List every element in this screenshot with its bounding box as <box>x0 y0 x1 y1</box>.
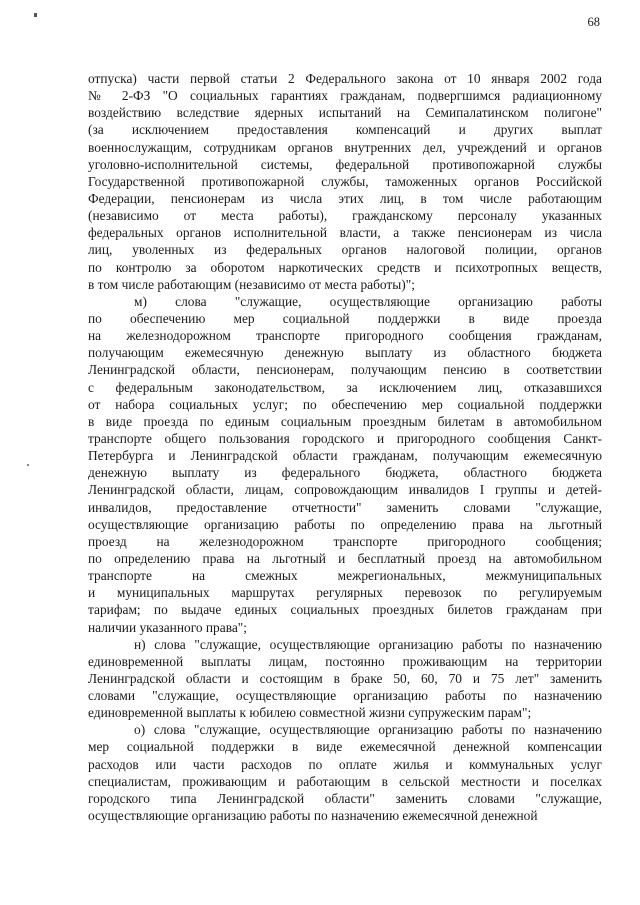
text-line: инвалидов, предоставление отчетности" заменить словами "служащие, <box>88 499 602 515</box>
text-line: уголовно-исполнительной системы, федеральной противопожарной службы <box>88 156 602 172</box>
text-line: единовременной выплаты лицам, постоянно проживающим на территории <box>88 653 602 669</box>
text-line: № 2-ФЗ "О социальных гарантиях гражданам, подвергшимся радиационному <box>88 88 602 104</box>
text-line: транспорте общего пользования городского и пригородного сообщения Санкт- <box>88 430 602 446</box>
text-line: м) слова "служащие, осуществляющие организацию работы <box>134 293 602 309</box>
text-line: наличии указанного права"; <box>88 619 247 635</box>
text-line: (за исключением предоставления компенсаций и других выплат <box>88 122 602 138</box>
paragraph <box>88 70 602 293</box>
text-line: по определению права на льготный и бесплатный проезд на автомобильном <box>88 550 602 566</box>
text-line: городского типа Ленинградской области" заменить словами "служащие, <box>88 790 602 806</box>
text-line: по контролю за оборотом наркотических средств и психотропных веществ, <box>88 259 602 275</box>
text-line: отпуска) части первой статьи 2 Федерального закона от 10 января 2002 года <box>88 71 602 86</box>
paragraph <box>88 721 602 824</box>
text-line: мер социальной поддержки в виде ежемесячной денежной компенсации <box>88 739 602 755</box>
text-line: по обеспечению мер социальной поддержки в виде проезда <box>88 310 602 326</box>
text-line: специалистам, проживающим и работающим в сельской местности и поселках <box>88 773 602 789</box>
text-line: единовременной выплаты к юбилею совместной жизни супружеским парам"; <box>88 705 532 721</box>
text-line: Ленинградской области, лицам, сопровождающим инвалидов I группы и детей- <box>88 482 602 498</box>
text-line: Петербурга и Ленинградской области гражданам, получающим ежемесячную <box>88 448 602 464</box>
text-line: осуществляющие организацию работы по определению права на льготный <box>88 516 602 532</box>
text-line: Ленинградской области и состоящим в браке 50, 60, 70 и 75 лет" заменить <box>88 670 602 686</box>
text-line: тарифам; по выдаче единых социальных проездных билетов гражданам при <box>88 602 602 618</box>
text-line: и муниципальных маршрутах регулярных перевозок по регулируемым <box>88 585 602 601</box>
text-line: (независимо от места работы), гражданскому персоналу указанных <box>88 208 602 224</box>
document-body <box>88 70 602 824</box>
text-line: в том числе работающим (независимо от места работы)"; <box>88 276 415 292</box>
text-line: на железнодорожном транспорте пригородного сообщения гражданам, <box>88 328 602 344</box>
text-line: военнослужащим, сотрудникам органов внутренних дел, учреждений и органов <box>88 139 602 155</box>
text-line: транспорте на смежных межрегиональных, межмуниципальных <box>88 568 602 584</box>
text-line: лиц, уволенных из федеральных органов налоговой полиции, органов <box>88 242 602 258</box>
text-line: от набора социальных услуг; по обеспечению мер социальной поддержки <box>88 396 602 412</box>
paragraph <box>88 293 602 636</box>
text-line: федеральных органов исполнительной власти, а также пенсионерам из числа <box>88 225 602 241</box>
text-line: воздействию вследствие ядерных испытаний на Семипалатинском полигоне" <box>88 105 602 121</box>
text-line: словами "служащие, осуществляющие организацию работы по назначению <box>88 688 602 704</box>
text-line: осуществляющие организацию работы по назначению ежемесячной денежной <box>88 808 538 824</box>
text-line: получающим ежемесячную денежную выплату из областного бюджета <box>88 345 602 361</box>
text-line: о) слова "служащие, осуществляющие организацию работы по назначению <box>134 722 602 738</box>
text-line: расходов или части расходов по оплате жилья и коммунальных услуг <box>88 756 602 772</box>
text-line: проезд на железнодорожном транспорте пригородного сообщения; <box>88 533 602 549</box>
text-line: Государственной противопожарной службы, таможенных органов Российской <box>88 173 602 189</box>
scan-artifact-dot <box>27 464 29 466</box>
text-line: денежную выплату из федерального бюджета, областного бюджета <box>88 465 602 481</box>
page-number: 68 <box>587 15 600 29</box>
text-line: Федерации, пенсионерам из числа этих лиц, в том числе работающим <box>88 190 602 206</box>
text-line: Ленинградской области, пенсионерам, получающим пенсию в соответствии <box>88 362 602 378</box>
paragraph <box>88 636 602 722</box>
text-line: н) слова "служащие, осуществляющие организацию работы по назначению <box>134 636 602 652</box>
text-line: с федеральным законодательством, за исключением лиц, отказавшихся <box>88 379 602 395</box>
scan-artifact-mark <box>34 13 37 17</box>
text-line: в виде проезда по единым социальным проездным билетам в автомобильном <box>88 413 602 429</box>
